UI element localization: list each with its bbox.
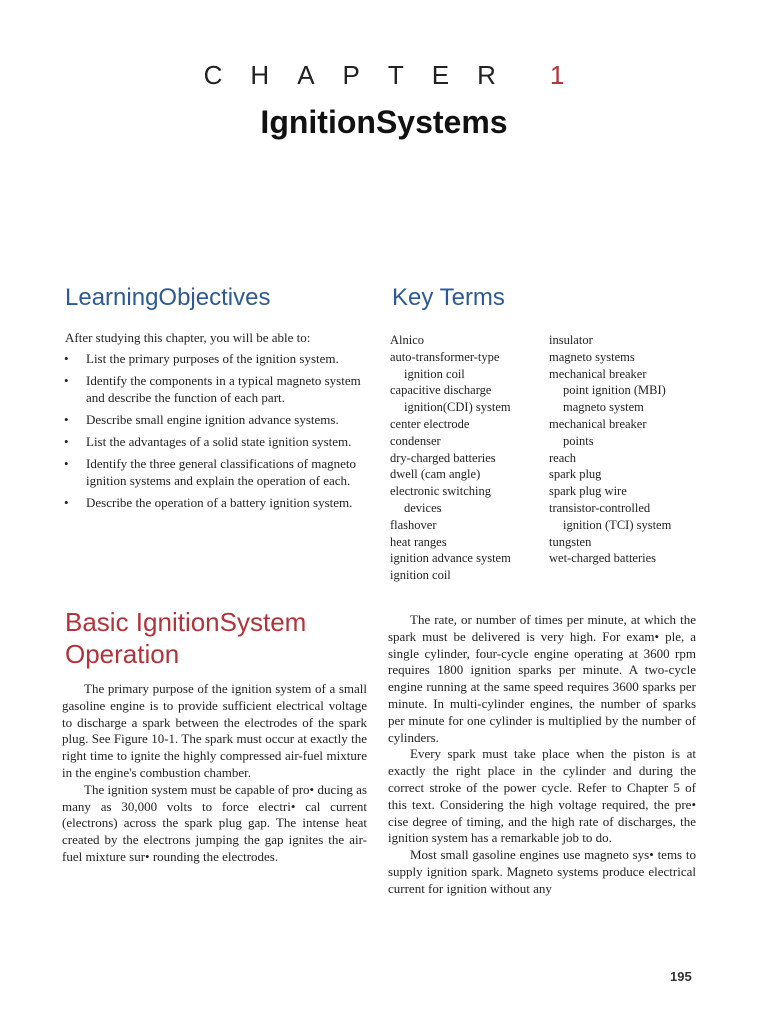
key-term: flashover (390, 517, 437, 532)
key-term: center electrode (390, 416, 470, 431)
objective-item: • Identify the three general classifications of magneto ignition systems and explain the operation of each. (62, 455, 374, 489)
body-paragraph: The rate, or number of times per minute, at which the spark must be delivered is very high. For exam• ple, a single cylinder, four-cycle engine operating at 3600 rpm requires 1800 ignition sparks per minute. A two-cycle engine running at the same speed requires 3600 sparks per minute. In multi-cylinder engines, the number of sparks per minute for one cylinder is multiplied by the number of cylinders. (388, 612, 696, 745)
body-paragraph: The ignition system must be capable of pro• ducing as many as 30,000 volts to force electri• cal current (electrons) across the spark plug gap. The intense heat created by the electrons jumping the gap ignites the air-fuel mixture sur• rounding the electrodes. (62, 781, 367, 864)
chapter-title: IgnitionSystems (260, 104, 508, 140)
key-term: transistor-controlled (549, 500, 651, 515)
body-paragraph: The primary purpose of the ignition system of a small gasoline engine is to provide sufficient electrical voltage to discharge a spark between the electrodes of the spark plug. See Figure 10-1. The spark must occur at exactly the right time to ignite the highly compressed air-fuel mixture in the engine's combustion chamber. (62, 681, 367, 780)
objective-item: • Identify the components in a typical magneto system and describe the function of each part. (62, 372, 374, 406)
body-column-right (388, 612, 696, 898)
key-term: spark plug wire (549, 484, 627, 499)
key-term: mechanical breaker (549, 366, 647, 381)
section-heading: Basic IgnitionSystem Operation (65, 607, 307, 669)
objective-item: • List the advantages of a solid state ignition system. (62, 433, 374, 450)
key-term: mechanical breaker (549, 416, 647, 431)
key-term: insulator (549, 333, 593, 347)
objectives-intro: After studying this chapter, you will be able to: (65, 330, 311, 345)
key-term: dwell (cam angle) (390, 467, 481, 482)
chapter-letter: H (250, 60, 270, 90)
key-term: magneto systems (549, 349, 635, 364)
chapter-number: 1 (549, 60, 565, 90)
key-terms-column-1 (390, 332, 550, 584)
objective-item: • Describe the operation of a battery ignition system. (62, 494, 374, 511)
objective-item: • Describe small engine ignition advance systems. (62, 411, 374, 428)
key-term: magneto system (563, 400, 644, 415)
key-term: spark plug (549, 467, 602, 482)
chapter-letter: C (203, 60, 223, 90)
chapter-letter: E (431, 60, 450, 90)
key-terms-column-2 (549, 332, 719, 567)
key-term: devices (404, 500, 442, 515)
chapter-label (0, 60, 768, 91)
chapter-letter: T (387, 60, 404, 90)
key-term: dry-charged batteries (390, 450, 496, 465)
chapter-letter: R (477, 60, 496, 90)
key-term: heat ranges (390, 534, 447, 549)
key-term: electronic switching (390, 484, 492, 499)
key-term: ignition coil (390, 568, 451, 583)
body-paragraph: Every spark must take place when the piston is at exactly the right place in the cylinder and during the correct stroke of the power cycle. Refer to Chapter 5 of this text. Considering the high voltage required, the pre• cise degree of timing, and the high rate of discharges, the ignition system has a remarkable job to do. (388, 746, 696, 846)
key-term: Alnico (390, 333, 425, 347)
key-term: capacitive discharge (390, 383, 492, 398)
key-term: wet-charged batteries (549, 551, 657, 566)
objectives-heading: LearningObjectives (65, 284, 271, 311)
chapter-letter: P (342, 60, 360, 90)
body-column-left (62, 681, 367, 866)
objective-item: • List the primary purposes of the ignition system. (62, 350, 374, 367)
objectives-list (62, 350, 374, 516)
key-term: auto-transformer-type (390, 349, 500, 364)
key-term: point ignition (MBI) (563, 383, 666, 398)
key-term: condenser (390, 433, 441, 448)
key-term: ignition coil (404, 366, 465, 381)
key-term: ignition advance system (390, 551, 511, 566)
key-term: points (563, 433, 594, 448)
key-term: ignition(CDI) system (404, 400, 511, 415)
key-terms-heading: Key Terms (392, 284, 505, 311)
page-number: 195 (670, 969, 692, 984)
key-term: ignition (TCI) system (563, 517, 672, 532)
chapter-letter: A (297, 60, 315, 90)
body-paragraph: Most small gasoline engines use magneto sys• tems to supply ignition spark. Magneto systems produce electrical current for ignition without any (388, 847, 696, 896)
key-term: tungsten (549, 534, 592, 549)
key-term: reach (549, 450, 577, 465)
